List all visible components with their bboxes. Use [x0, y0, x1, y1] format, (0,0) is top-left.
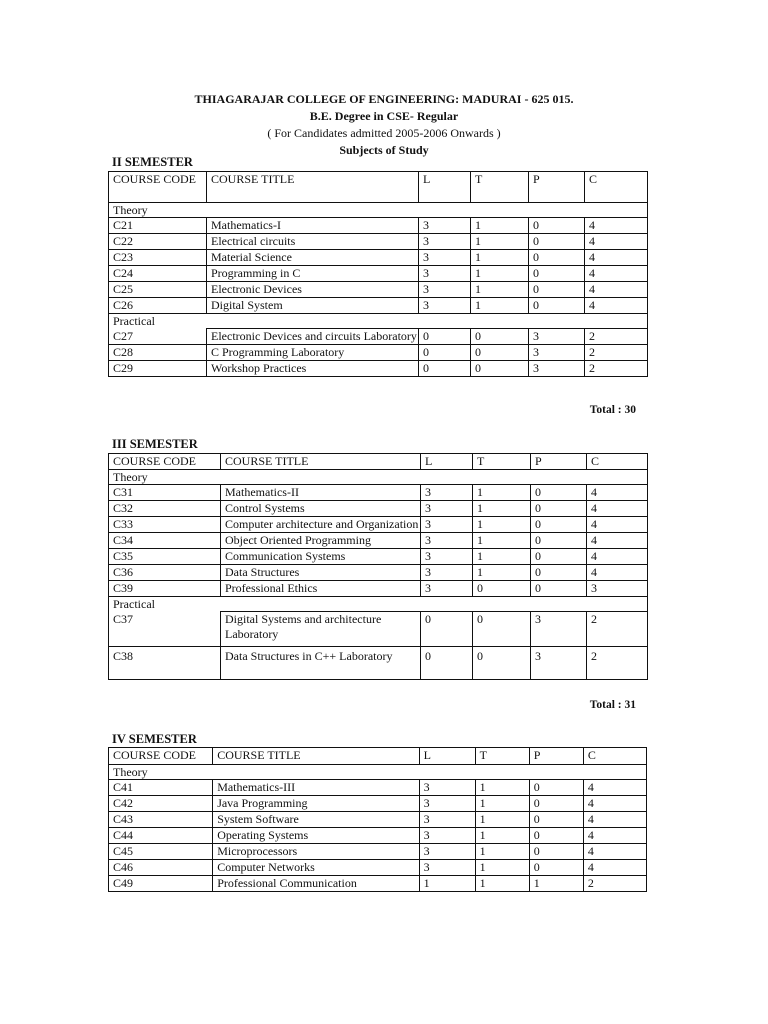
practical-hours: 0: [531, 581, 587, 597]
degree-title: B.E. Degree in CSE- Regular: [309, 109, 459, 123]
section-row: [109, 470, 648, 485]
course-title: Digital Systems and architecture Laboratory: [221, 612, 421, 647]
credits: 2: [587, 612, 648, 647]
practical-hours: 0: [529, 218, 585, 234]
credits: 4: [583, 844, 646, 860]
semester-table: [108, 453, 648, 680]
col-course-title: COURSE TITLE: [221, 454, 421, 470]
lecture-hours: 3: [419, 812, 475, 828]
document-header: [0, 91, 768, 159]
table-row: [109, 565, 648, 581]
table-row: [109, 329, 648, 345]
col-c: C: [583, 748, 646, 765]
tutorial-hours: 1: [473, 549, 531, 565]
credits: 4: [583, 812, 646, 828]
credits: 4: [585, 298, 648, 314]
table-row: [109, 218, 648, 234]
tutorial-hours: 1: [471, 250, 529, 266]
course-title: Mathematics-III: [213, 780, 419, 796]
practical-hours: 0: [529, 796, 583, 812]
credits: 4: [583, 780, 646, 796]
table-row: [109, 250, 648, 266]
course-code: C26: [109, 298, 207, 314]
subjects-heading: Subjects of Study: [339, 143, 429, 157]
table-row: [109, 345, 648, 361]
practical-hours: 3: [531, 612, 587, 647]
table-row: [109, 517, 648, 533]
course-code: C39: [109, 581, 221, 597]
lecture-hours: 3: [419, 234, 471, 250]
tutorial-hours: 1: [475, 796, 529, 812]
course-code: C25: [109, 282, 207, 298]
col-l: L: [421, 454, 473, 470]
lecture-hours: 3: [419, 266, 471, 282]
credits: 4: [585, 282, 648, 298]
practical-hours: 0: [529, 780, 583, 796]
tutorial-hours: 0: [473, 647, 531, 680]
course-title: Computer architecture and Organization: [221, 517, 421, 533]
table-row: [109, 844, 647, 860]
course-code: C45: [109, 844, 213, 860]
practical-hours: 0: [531, 485, 587, 501]
lecture-hours: 3: [419, 780, 475, 796]
table-row: [109, 266, 648, 282]
lecture-hours: 3: [421, 549, 473, 565]
course-code: C22: [109, 234, 207, 250]
course-code: C24: [109, 266, 207, 282]
course-code: C43: [109, 812, 213, 828]
tutorial-hours: 1: [471, 266, 529, 282]
col-t: T: [473, 454, 531, 470]
table-row: [109, 612, 648, 647]
course-title: Microprocessors: [213, 844, 419, 860]
lecture-hours: 3: [419, 218, 471, 234]
course-code: C29: [109, 361, 207, 377]
course-code: C42: [109, 796, 213, 812]
course-code: C21: [109, 218, 207, 234]
table-row: [109, 485, 648, 501]
table-row: [109, 647, 648, 680]
tutorial-hours: 1: [471, 234, 529, 250]
col-c: C: [587, 454, 648, 470]
col-l: L: [419, 172, 471, 203]
tutorial-hours: 1: [473, 565, 531, 581]
tutorial-hours: 1: [475, 812, 529, 828]
tutorial-hours: 1: [475, 844, 529, 860]
lecture-hours: 3: [419, 250, 471, 266]
practical-hours: 0: [529, 282, 585, 298]
course-code: C37: [109, 612, 221, 647]
credits: 2: [585, 329, 648, 345]
col-l: L: [419, 748, 475, 765]
practical-hours: 0: [531, 517, 587, 533]
lecture-hours: 0: [419, 361, 471, 377]
practical-hours: 0: [529, 828, 583, 844]
table-header-row: [109, 172, 648, 203]
section-label: Theory: [109, 765, 647, 780]
course-title: Electrical circuits: [207, 234, 419, 250]
table-row: [109, 876, 647, 892]
course-code: C33: [109, 517, 221, 533]
admission-note: ( For Candidates admitted 2005-2006 Onwards ): [267, 126, 501, 140]
table-row: [109, 533, 648, 549]
lecture-hours: 3: [421, 565, 473, 581]
course-code: C23: [109, 250, 207, 266]
practical-hours: 0: [529, 860, 583, 876]
practical-hours: 3: [529, 329, 585, 345]
course-title: Communication Systems: [221, 549, 421, 565]
credits: 4: [583, 828, 646, 844]
credits: 4: [587, 485, 648, 501]
section-label: Theory: [109, 470, 648, 485]
practical-hours: 3: [529, 345, 585, 361]
lecture-hours: 3: [421, 501, 473, 517]
lecture-hours: 0: [421, 612, 473, 647]
col-p: P: [529, 748, 583, 765]
col-course-code: COURSE CODE: [109, 172, 207, 203]
course-title: Control Systems: [221, 501, 421, 517]
lecture-hours: 3: [419, 828, 475, 844]
tutorial-hours: 1: [475, 860, 529, 876]
course-title: Professional Ethics: [221, 581, 421, 597]
semester-table: [108, 171, 648, 377]
practical-hours: 0: [531, 501, 587, 517]
lecture-hours: 3: [419, 282, 471, 298]
table-row: [109, 812, 647, 828]
tutorial-hours: 0: [471, 345, 529, 361]
lecture-hours: 3: [419, 844, 475, 860]
table-row: [109, 501, 648, 517]
section-label: Practical: [113, 597, 155, 611]
course-title: Electronic Devices: [207, 282, 419, 298]
table-header-row: [109, 748, 647, 765]
practical-hours: 0: [529, 250, 585, 266]
course-title: Workshop Practices: [207, 361, 419, 377]
lecture-hours: 0: [421, 647, 473, 680]
table-row: [109, 860, 647, 876]
table-header-row: [109, 454, 648, 470]
tutorial-hours: 1: [471, 282, 529, 298]
credits: 2: [585, 345, 648, 361]
course-title: Object Oriented Programming: [221, 533, 421, 549]
lecture-hours: 3: [419, 860, 475, 876]
col-t: T: [475, 748, 529, 765]
lecture-hours: 1: [419, 876, 475, 892]
credits: 4: [585, 234, 648, 250]
col-p: P: [529, 172, 585, 203]
table-row: [109, 549, 648, 565]
semester-label: II SEMESTER: [112, 155, 193, 169]
credits: 4: [587, 565, 648, 581]
course-code: C27: [109, 329, 207, 345]
section-label: Theory: [109, 203, 648, 218]
col-course-code: COURSE CODE: [109, 454, 221, 470]
lecture-hours: 3: [419, 298, 471, 314]
credits: 2: [585, 361, 648, 377]
course-title: Data Structures in C++ Laboratory: [221, 647, 421, 680]
practical-hours: 0: [529, 298, 585, 314]
table-row: [109, 234, 648, 250]
practical-hours: 0: [529, 844, 583, 860]
credits: 4: [583, 860, 646, 876]
course-title: Digital System: [207, 298, 419, 314]
table-row: [109, 780, 647, 796]
col-c: C: [585, 172, 648, 203]
lecture-hours: 3: [421, 581, 473, 597]
section-row: [109, 203, 648, 218]
section-row: [109, 597, 648, 612]
course-title: C Programming Laboratory: [207, 345, 419, 361]
practical-hours: 0: [531, 533, 587, 549]
course-title: Computer Networks: [213, 860, 419, 876]
practical-hours: 0: [529, 266, 585, 282]
semester-label: IV SEMESTER: [112, 732, 197, 746]
lecture-hours: 0: [419, 345, 471, 361]
table-row: [109, 282, 648, 298]
tutorial-hours: 0: [471, 361, 529, 377]
course-code: C46: [109, 860, 213, 876]
tutorial-hours: 0: [473, 612, 531, 647]
tutorial-hours: 1: [471, 298, 529, 314]
practical-hours: 0: [531, 565, 587, 581]
tutorial-hours: 1: [473, 485, 531, 501]
tutorial-hours: 0: [471, 329, 529, 345]
tutorial-hours: 1: [473, 533, 531, 549]
course-title: Professional Communication: [213, 876, 419, 892]
credits: 4: [585, 250, 648, 266]
credits: 4: [587, 501, 648, 517]
lecture-hours: 3: [419, 796, 475, 812]
practical-hours: 0: [529, 234, 585, 250]
course-code: C34: [109, 533, 221, 549]
tutorial-hours: 1: [475, 876, 529, 892]
lecture-hours: 3: [421, 517, 473, 533]
credits: 4: [583, 796, 646, 812]
semester-total: Total : 31: [589, 699, 636, 711]
section-row: [109, 314, 648, 329]
credits: 2: [583, 876, 646, 892]
lecture-hours: 3: [421, 485, 473, 501]
practical-hours: 3: [531, 647, 587, 680]
col-course-title: COURSE TITLE: [207, 172, 419, 203]
course-title: System Software: [213, 812, 419, 828]
section-label: Practical: [113, 314, 155, 328]
credits: 4: [587, 533, 648, 549]
credits: 4: [587, 549, 648, 565]
table-row: [109, 298, 648, 314]
tutorial-hours: 1: [471, 218, 529, 234]
credits: 4: [585, 218, 648, 234]
course-title: Operating Systems: [213, 828, 419, 844]
table-row: [109, 581, 648, 597]
course-code: C44: [109, 828, 213, 844]
college-name: THIAGARAJAR COLLEGE OF ENGINEERING: MADURAI - 625 015.: [194, 92, 574, 106]
col-p: P: [531, 454, 587, 470]
col-course-code: COURSE CODE: [109, 748, 213, 765]
lecture-hours: 3: [421, 533, 473, 549]
table-row: [109, 796, 647, 812]
col-course-title: COURSE TITLE: [213, 748, 419, 765]
course-title: Mathematics-II: [221, 485, 421, 501]
course-title: Mathematics-I: [207, 218, 419, 234]
course-code: C41: [109, 780, 213, 796]
course-code: C35: [109, 549, 221, 565]
credits: 4: [585, 266, 648, 282]
tutorial-hours: 1: [475, 828, 529, 844]
course-code: C49: [109, 876, 213, 892]
course-title: Data Structures: [221, 565, 421, 581]
practical-hours: 3: [529, 361, 585, 377]
credits: 2: [587, 647, 648, 680]
table-row: [109, 361, 648, 377]
tutorial-hours: 0: [473, 581, 531, 597]
course-title: Java Programming: [213, 796, 419, 812]
course-code: C38: [109, 647, 221, 680]
table-row: [109, 828, 647, 844]
tutorial-hours: 1: [473, 501, 531, 517]
practical-hours: 0: [529, 812, 583, 828]
semester-label: III SEMESTER: [112, 437, 198, 451]
col-t: T: [471, 172, 529, 203]
course-code: C32: [109, 501, 221, 517]
semester-table: [108, 747, 647, 892]
section-row: [109, 765, 647, 780]
course-title: Material Science: [207, 250, 419, 266]
practical-hours: 1: [529, 876, 583, 892]
course-code: C28: [109, 345, 207, 361]
credits: 3: [587, 581, 648, 597]
practical-hours: 0: [531, 549, 587, 565]
lecture-hours: 0: [419, 329, 471, 345]
credits: 4: [587, 517, 648, 533]
semester-total: Total : 30: [589, 404, 636, 416]
course-code: C31: [109, 485, 221, 501]
course-title: Programming in C: [207, 266, 419, 282]
course-code: C36: [109, 565, 221, 581]
course-title: Electronic Devices and circuits Laboratory: [207, 329, 419, 345]
tutorial-hours: 1: [473, 517, 531, 533]
tutorial-hours: 1: [475, 780, 529, 796]
